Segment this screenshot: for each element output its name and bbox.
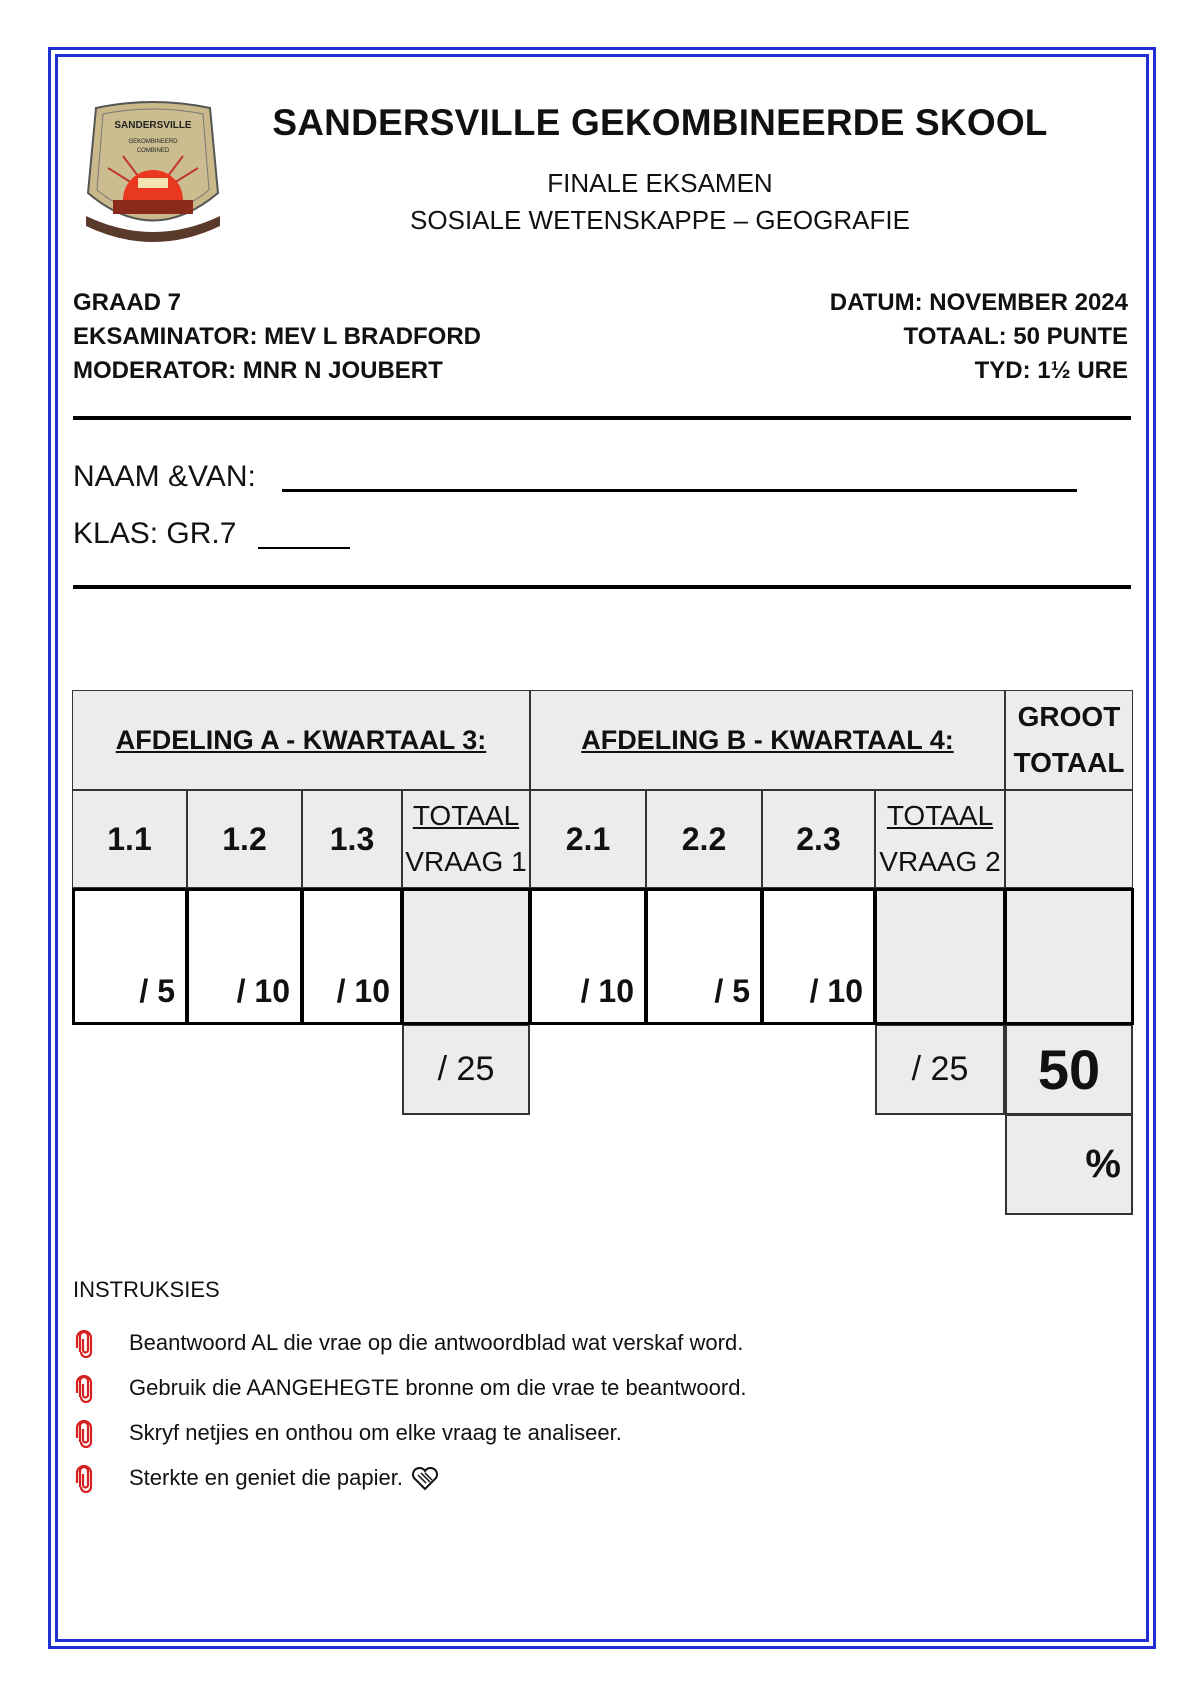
grand-total-header: [1005, 690, 1133, 790]
mark-cell-2-1[interactable]: / 10: [529, 888, 647, 1025]
question-2-3-header: 2.3: [762, 790, 875, 888]
question-1-2-header: 1.2: [187, 790, 302, 888]
total-q2-header: [875, 790, 1005, 888]
paperclip-icon: [73, 1375, 95, 1403]
percentage-cell: %: [1005, 1115, 1133, 1215]
total-q2-mark-cell[interactable]: [874, 888, 1006, 1025]
name-field-label: NAAM &VAN:: [73, 460, 256, 493]
instruction-item: [73, 1330, 743, 1358]
question-2-1-header: 2.1: [530, 790, 646, 888]
date-label: DATUM: NOVEMBER 2024: [829, 289, 1128, 316]
class-input-line[interactable]: [258, 547, 350, 549]
examiner-label: EKSAMINATOR: MEV L BRADFORD: [73, 323, 481, 350]
mark-cell-1-3[interactable]: / 10: [301, 888, 403, 1025]
grand-total-header-line2: TOTAAL: [1013, 747, 1125, 778]
instructions-title: INSTRUKSIES: [73, 1277, 220, 1302]
section-a-header: AFDELING A - KWARTAAL 3:: [72, 690, 530, 790]
heart-icon: [411, 1467, 439, 1491]
question-1-1-header: 1.1: [72, 790, 187, 888]
exam-info-left: [73, 286, 481, 388]
instruction-text: Gebruik die AANGEHEGTE bronne om die vrae te beantwoord.: [129, 1375, 747, 1400]
paperclip-icon: [73, 1330, 95, 1358]
exam-title: FINALE EKSAMEN: [547, 168, 773, 198]
instruction-text: Sterkte en geniet die papier.: [129, 1465, 403, 1490]
paperclip-icon: [73, 1420, 95, 1448]
time-label: TYD: 1½ URE: [974, 357, 1128, 384]
total-q1-header-line1: TOTAAL: [412, 800, 520, 831]
total-q2-header-line2: VRAAG 2: [879, 846, 1001, 877]
mark-cell-2-3[interactable]: / 10: [761, 888, 876, 1025]
svg-text:COMBINED: COMBINED: [136, 148, 170, 154]
name-input-line[interactable]: [282, 489, 1077, 492]
divider-bottom: [73, 585, 1131, 589]
school-crest-logo: [78, 98, 228, 246]
total-q1-header: [402, 790, 530, 888]
school-name: SANDERSVILLE GEKOMBINEERDE SKOOL: [272, 102, 1048, 143]
instruction-item: [73, 1375, 747, 1403]
question-2-2-header: 2.2: [646, 790, 762, 888]
paperclip-icon: [73, 1465, 95, 1493]
instruction-text: Beantwoord AL die vrae op die antwoordblad wat verskaf word.: [129, 1330, 744, 1355]
exam-info-right: [830, 286, 1128, 388]
subtotal-q2: / 25: [875, 1025, 1005, 1115]
question-1-3-header: 1.3: [302, 790, 402, 888]
instruction-item: [73, 1420, 622, 1448]
grand-total-header-line1: GROOT: [1017, 701, 1121, 732]
grand-total-mark-cell[interactable]: [1004, 888, 1134, 1025]
mark-cell-1-1[interactable]: / 5: [72, 888, 188, 1025]
section-b-header: AFDELING B - KWARTAAL 4:: [530, 690, 1005, 790]
grand-total-value: 50: [1005, 1025, 1133, 1115]
total-q1-mark-cell[interactable]: [401, 888, 531, 1025]
subject-title: SOSIALE WETENSKAPPE – GEOGRAFIE: [410, 205, 910, 235]
instruction-item: [73, 1465, 439, 1493]
subtotal-q1: / 25: [402, 1025, 530, 1115]
svg-text:SANDERSVILLE: SANDERSVILLE: [114, 120, 192, 131]
mark-cell-1-2[interactable]: / 10: [186, 888, 303, 1025]
total-q1-header-line2: VRAAG 1: [405, 846, 527, 877]
total-q2-header-line1: TOTAAL: [886, 800, 994, 831]
mark-cell-2-2[interactable]: / 5: [645, 888, 763, 1025]
instruction-text: Skryf netjies en onthou om elke vraag te analiseer.: [129, 1420, 622, 1445]
class-field-label: KLAS: GR.7: [73, 517, 237, 550]
grand-total-blank-header: [1005, 790, 1133, 888]
divider-top: [73, 416, 1131, 420]
svg-text:GEKOMBINEERD: GEKOMBINEERD: [128, 139, 178, 145]
moderator-label: MODERATOR: MNR N JOUBERT: [73, 357, 443, 384]
grade-label: GRAAD 7: [73, 289, 182, 316]
total-label: TOTAAL: 50 PUNTE: [903, 323, 1128, 350]
